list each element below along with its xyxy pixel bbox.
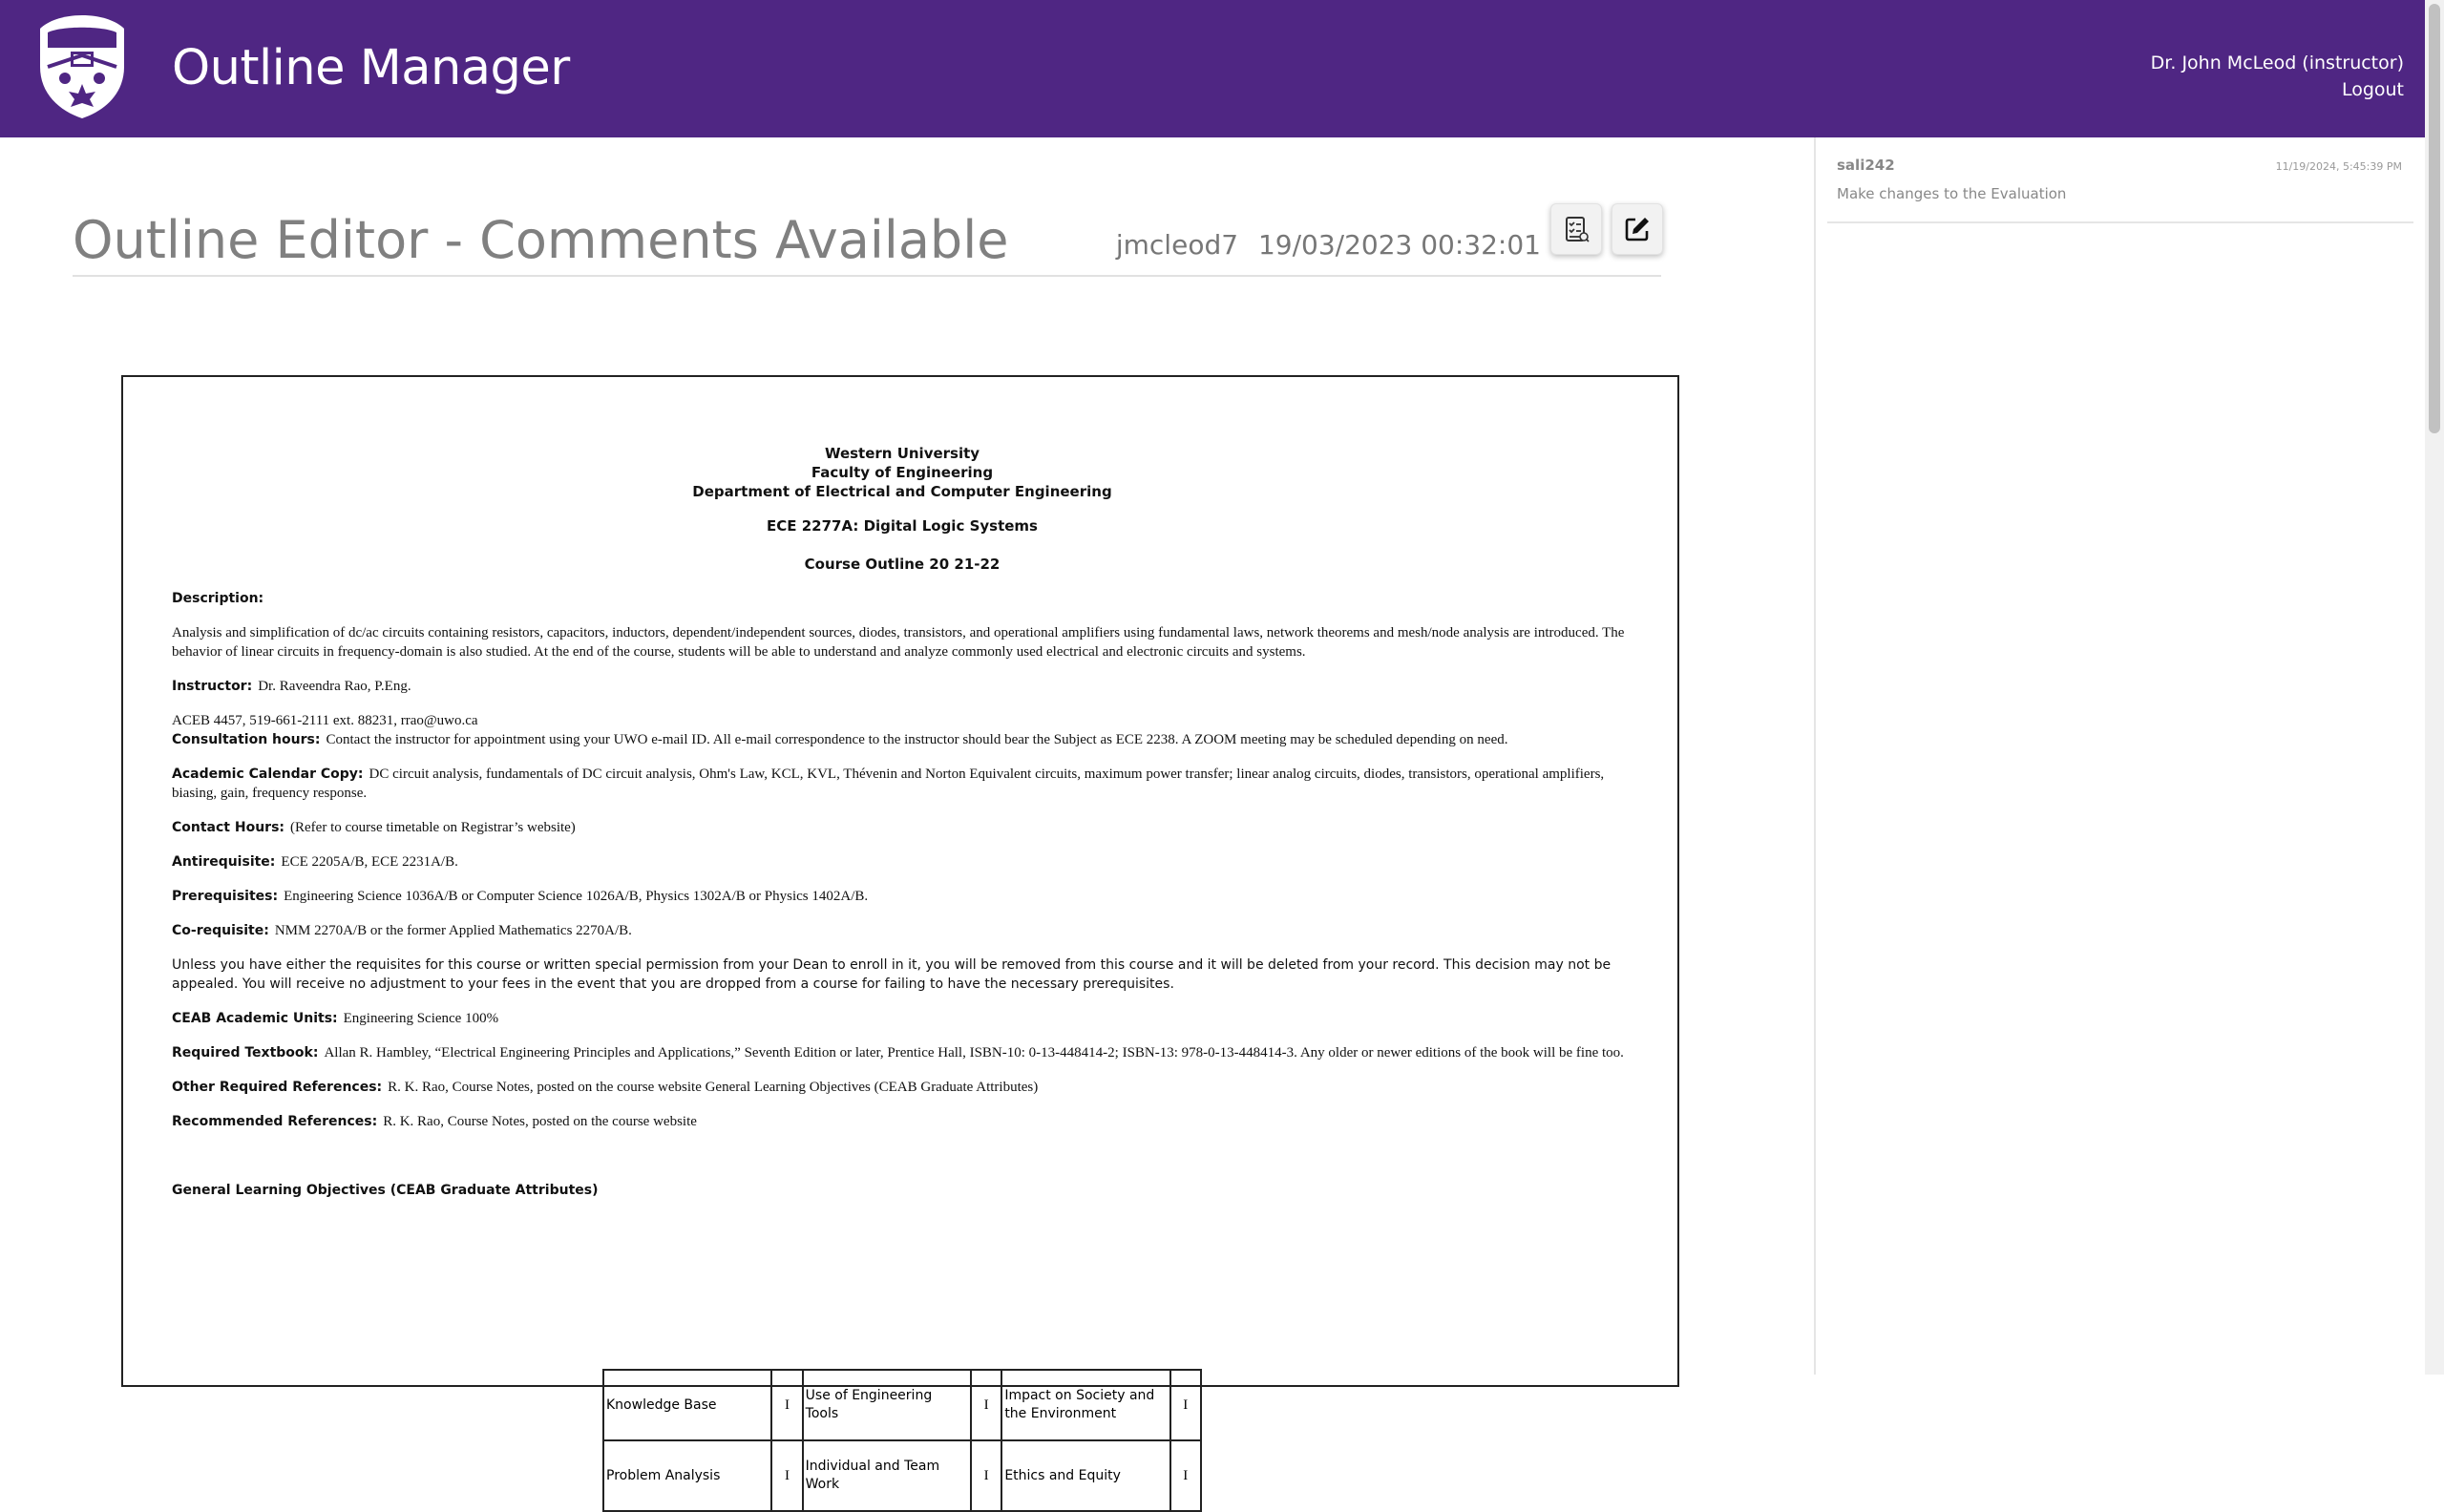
department-name: Department of Electrical and Computer Engineering bbox=[692, 483, 1112, 500]
calendar-text: DC circuit analysis, fundamentals of DC circuit analysis, Ohm's Law, KCL, KVL, Thévenin and Norton Equivalent circuits, maximum power transfer; linear analog circuits, diodes, transistors, operational amplifiers, biasing, gain, frequency response. bbox=[172, 766, 1605, 801]
table-row bbox=[603, 1440, 1201, 1511]
ceab-text: Engineering Science 100% bbox=[343, 1011, 499, 1026]
revision-timestamp: 19/03/2023 00:32:01 bbox=[1257, 229, 1541, 261]
user-menu bbox=[2151, 50, 2404, 103]
prerequisites-text: Engineering Science 1036A/B or Computer Science 1026A/B, Physics 1302A/B or Physics 1402A/B. bbox=[284, 889, 869, 904]
review-button[interactable] bbox=[1550, 203, 1602, 255]
glo-table bbox=[602, 1369, 1202, 1512]
glo-cell: Ethics and Equity bbox=[1001, 1440, 1169, 1511]
contact-hours-label: Contact Hours: bbox=[172, 820, 285, 835]
university-crest-icon[interactable] bbox=[34, 10, 130, 122]
glo-cell: Use of Engineering Tools bbox=[803, 1370, 971, 1440]
other-references-text: R. K. Rao, Course Notes, posted on the course website General Learning Objectives (CEAB Graduate Attributes) bbox=[388, 1080, 1039, 1095]
glo-cell: Problem Analysis bbox=[603, 1440, 771, 1511]
contact-hours-text: (Refer to course timetable on Registrar’s website) bbox=[290, 820, 576, 835]
instructor-label: Instructor: bbox=[172, 679, 253, 694]
glo-mark: I bbox=[771, 1440, 802, 1511]
office-text: ACEB 4457, 519-661-2111 ext. 88231, rrao@uwo.ca bbox=[172, 713, 478, 728]
other-references-label: Other Required References: bbox=[172, 1080, 383, 1095]
glo-cell: Impact on Society and the Environment bbox=[1001, 1370, 1169, 1440]
glo-heading: General Learning Objectives (CEAB Graduate Attributes) bbox=[172, 1183, 599, 1198]
glo-mark: I bbox=[971, 1370, 1001, 1440]
edit-button[interactable] bbox=[1612, 203, 1663, 255]
top-bar bbox=[0, 0, 2444, 137]
antirequisite-text: ECE 2205A/B, ECE 2231A/B. bbox=[281, 854, 458, 870]
instructor-text: Dr. Raveendra Rao, P.Eng. bbox=[258, 679, 411, 694]
page-title: Outline Editor - Comments Available bbox=[73, 210, 1009, 270]
current-user-name: Dr. John McLeod (instructor) bbox=[2150, 52, 2404, 74]
antirequisite-label: Antirequisite: bbox=[172, 854, 276, 870]
glo-mark: I bbox=[1170, 1440, 1201, 1511]
page-header bbox=[73, 206, 1661, 277]
outline-content bbox=[172, 444, 1633, 1200]
textbook-text: Allan R. Hambley, “Electrical Engineering Principles and Applications,” Seventh Edition or later, Prentice Hall, ISBN-10: 0-13-448414-2; ISBN-13: 978-0-13-448414-3. Any older or newer editions of the book will be fine too. bbox=[324, 1045, 1624, 1060]
revision-user: jmcleod7 bbox=[1115, 229, 1239, 261]
revision-meta bbox=[1116, 229, 1541, 261]
outline-document[interactable] bbox=[121, 375, 1679, 1492]
glo-cell: Knowledge Base bbox=[603, 1370, 771, 1440]
recommended-references-text: R. K. Rao, Course Notes, posted on the course website bbox=[383, 1114, 697, 1129]
edit-pencil-icon bbox=[1623, 215, 1652, 243]
corequisite-text: NMM 2270A/B or the former Applied Mathematics 2270A/B. bbox=[274, 923, 632, 938]
glo-mark: I bbox=[771, 1370, 802, 1440]
outline-year: Course Outline 20 21-22 bbox=[804, 556, 1001, 573]
table-row bbox=[603, 1370, 1201, 1440]
corequisite-label: Co-requisite: bbox=[172, 923, 269, 938]
description-text: Analysis and simplification of dc/ac circuits containing resistors, capacitors, inductors, dependent/independent sources, diodes, transistors, and operational amplifiers using fundamental laws, network theorems and mesh/node analysis are introduced. The behavior of linear circuits in frequency-domain is also studied. At the end of the course, students will be able to understand and analyze commonly used electrical and electronic circuits and systems. bbox=[172, 625, 1625, 660]
glo-mark: I bbox=[971, 1440, 1001, 1511]
university-name: Western University bbox=[824, 445, 980, 462]
ceab-label: CEAB Academic Units: bbox=[172, 1011, 338, 1026]
glo-cell: Individual and Team Work bbox=[803, 1440, 971, 1511]
comment-text: Make changes to the Evaluation bbox=[1837, 185, 2067, 202]
page-scrollbar[interactable] bbox=[2425, 0, 2444, 1375]
requisite-notice: Unless you have either the requisites for this course or written special permission from your Dean to enroll in it, you will be removed from this course and it will be deleted from your record. This decision may not be appealed. You will receive no adjustment to your fees in the event that you are dropped from a course for failing to have the necessary prerequisites. bbox=[172, 957, 1612, 992]
faculty-name: Faculty of Engineering bbox=[811, 464, 994, 481]
app-title: Outline Manager bbox=[172, 40, 570, 96]
prerequisites-label: Prerequisites: bbox=[172, 889, 279, 904]
glo-mark: I bbox=[1170, 1370, 1201, 1440]
comment-item[interactable] bbox=[1827, 149, 2413, 223]
comment-author: sali242 bbox=[1837, 157, 1895, 174]
scrollbar-thumb[interactable] bbox=[2429, 4, 2440, 433]
textbook-label: Required Textbook: bbox=[172, 1045, 319, 1060]
calendar-label: Academic Calendar Copy: bbox=[172, 766, 364, 782]
comment-timestamp: 11/19/2024, 5:45:39 PM bbox=[2275, 160, 2402, 173]
description-label: Description: bbox=[172, 591, 264, 606]
consultation-label: Consultation hours: bbox=[172, 732, 321, 747]
recommended-references-label: Recommended References: bbox=[172, 1114, 378, 1129]
logout-link[interactable]: Logout bbox=[2341, 79, 2404, 100]
editor-main bbox=[0, 137, 1814, 1492]
consultation-text: Contact the instructor for appointment using your UWO e-mail ID. All e-mail correspondence to the instructor should bear the Subject as ECE 2238. A ZOOM meeting may be scheduled depending on need. bbox=[326, 732, 1508, 747]
comments-sidebar bbox=[1814, 137, 2425, 1375]
course-title: ECE 2277A: Digital Logic Systems bbox=[767, 517, 1038, 535]
review-checklist-icon bbox=[1562, 215, 1591, 243]
